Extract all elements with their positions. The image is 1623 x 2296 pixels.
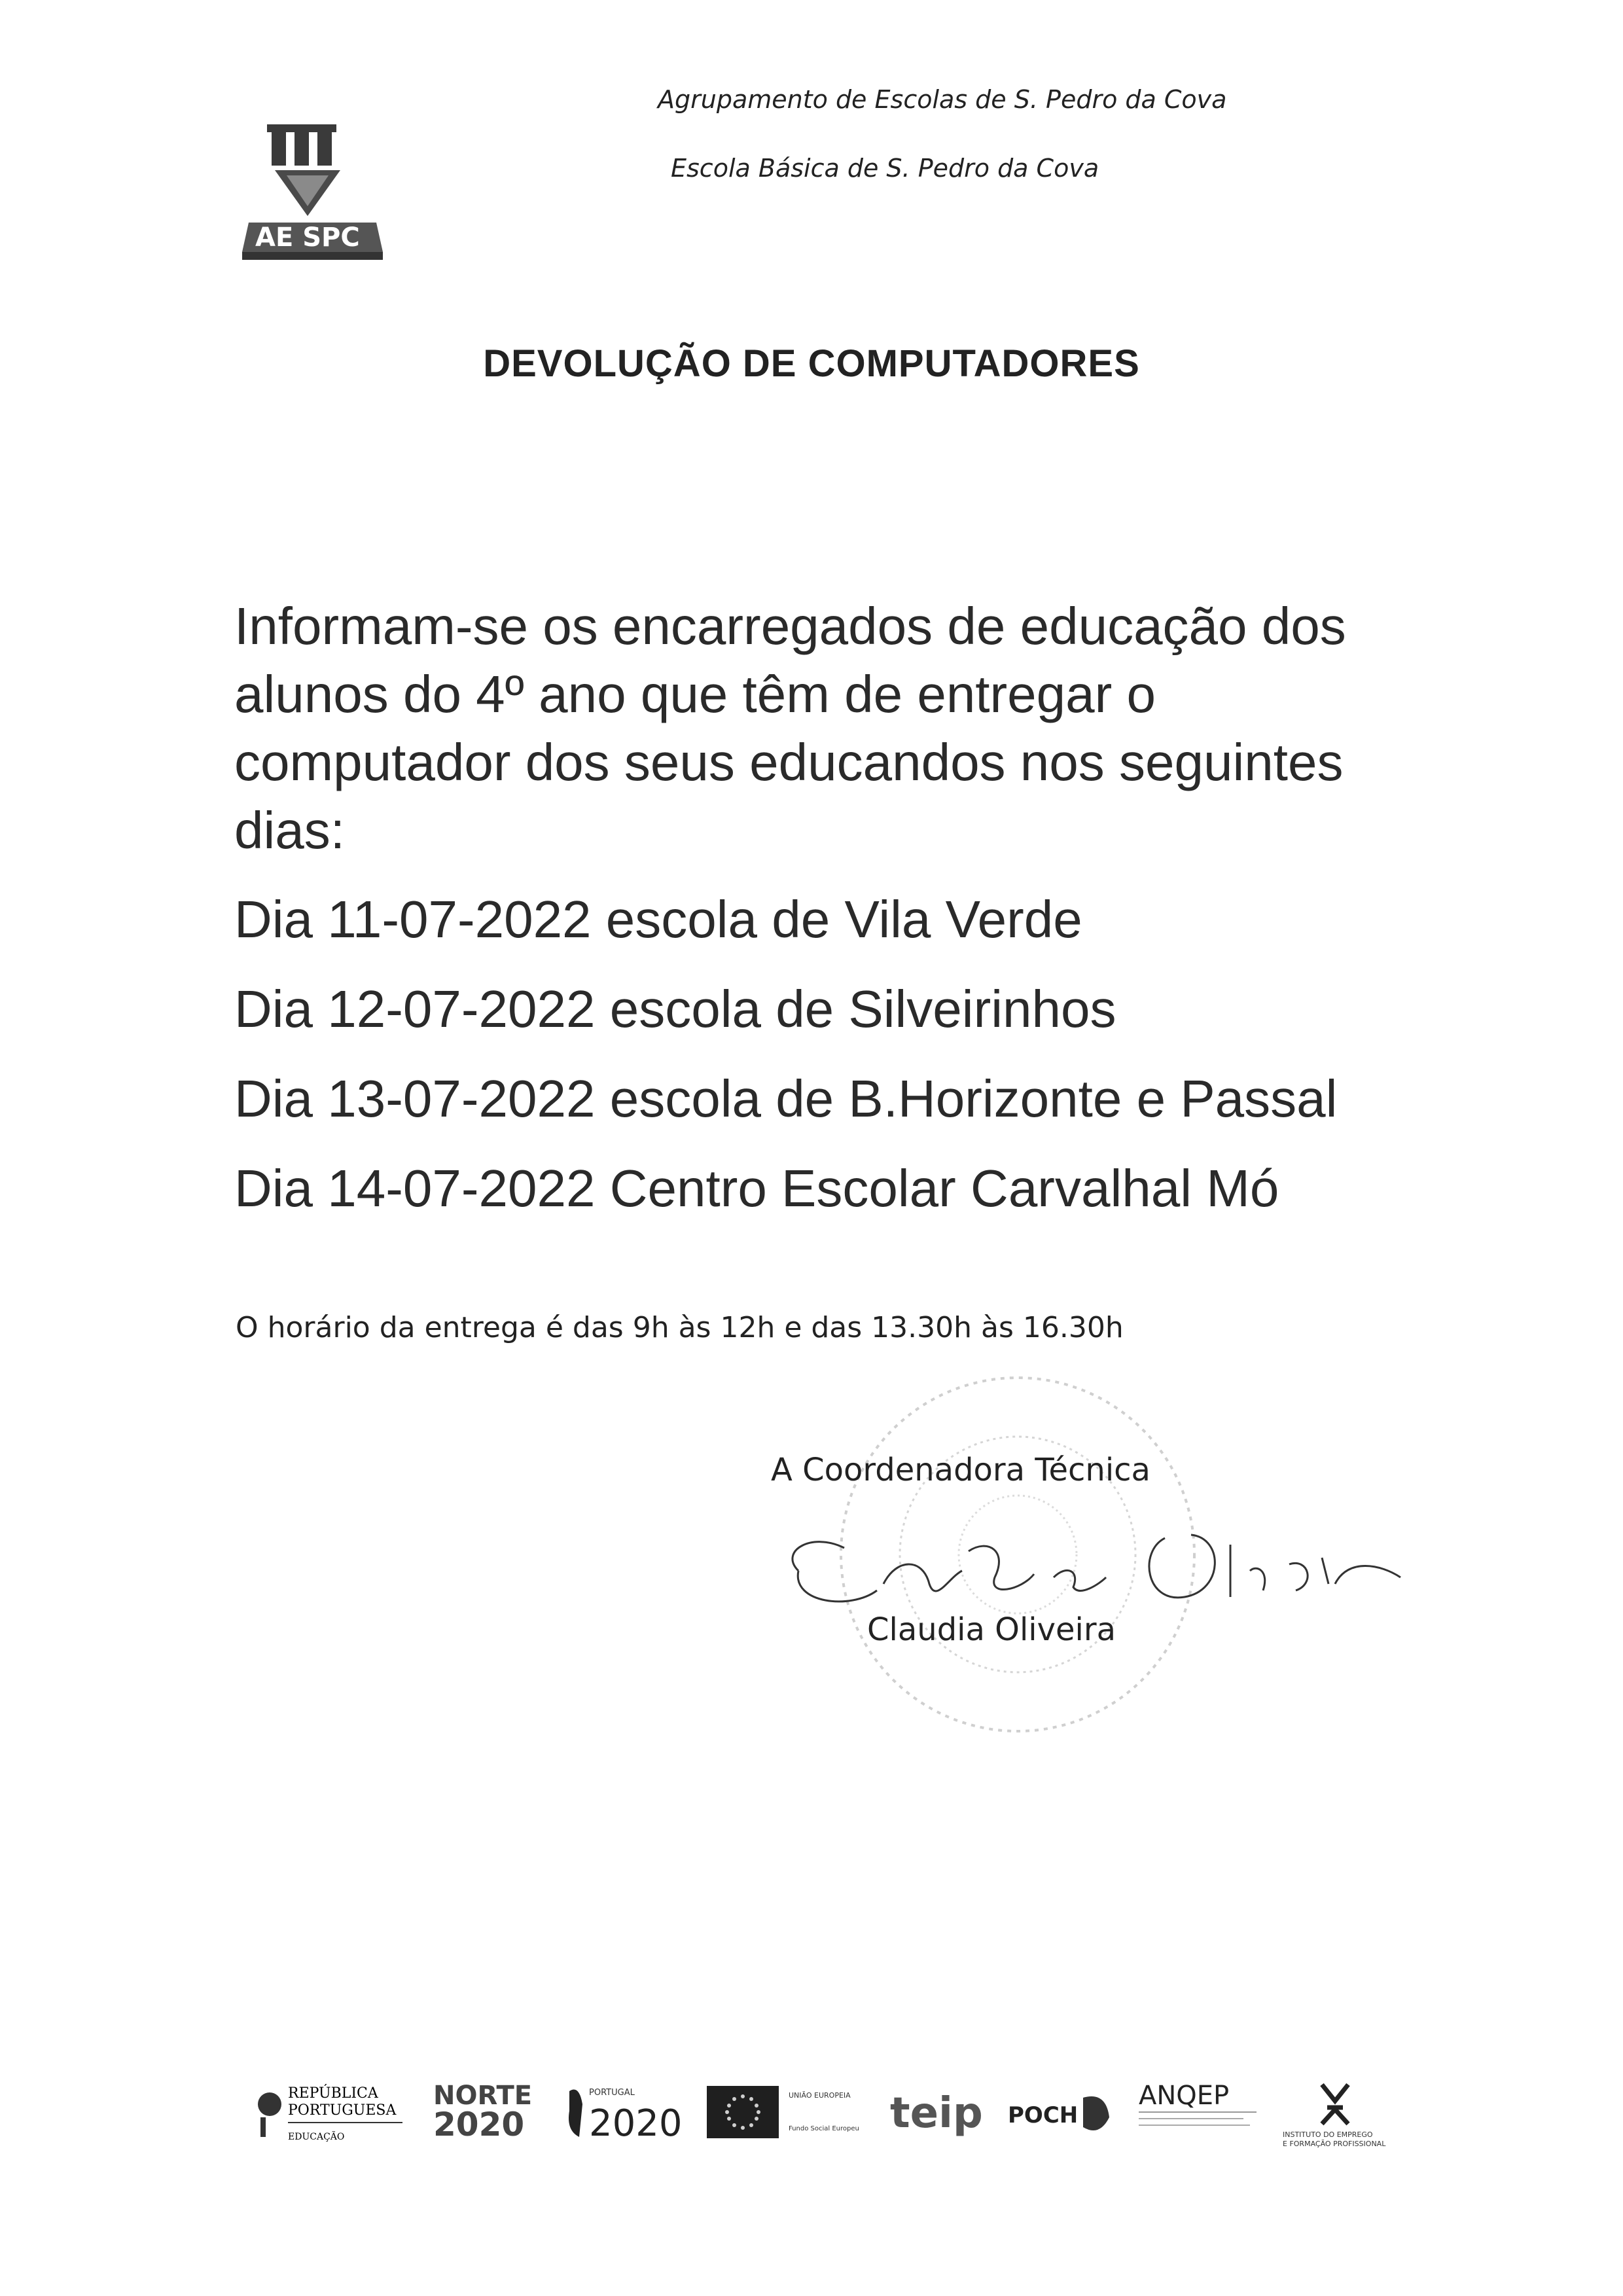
poch-logo [1001, 2072, 1119, 2150]
delivery-hours: O horário da entrega é das 9h às 12h e das 13.30h às 16.30h [236, 1311, 1124, 1344]
svg-text:teip: teip [890, 2089, 983, 2138]
schedule-item: Dia 14-07-2022 Centro Escolar Carvalhal Mó [234, 1159, 1279, 1217]
svg-text:Fundo Social Europeu: Fundo Social Europeu [789, 2125, 859, 2132]
handwritten-signature [772, 1512, 1414, 1623]
svg-text:AE SPC: AE SPC [255, 223, 360, 253]
svg-text:UNIÃO EUROPEIA: UNIÃO EUROPEIA [789, 2091, 851, 2100]
funding-logos [255, 2072, 1394, 2150]
svg-text:2020: 2020 [589, 2102, 683, 2145]
schedule-item: Dia 13-07-2022 escola de B.Horizonte e Passal [234, 1069, 1338, 1128]
svg-text:PORTUGUESA: PORTUGUESA [288, 2102, 397, 2119]
svg-text:REPÚBLICA: REPÚBLICA [288, 2085, 378, 2102]
portugal-2020-logo [563, 2072, 687, 2150]
schedule-item: Dia 12-07-2022 escola de Silveirinhos [234, 980, 1116, 1038]
schedule-item: Dia 11-07-2022 escola de Vila Verde [234, 890, 1082, 948]
school-group-name: Agrupamento de Escolas de S. Pedro da Cova [658, 85, 1227, 114]
svg-text:2020: 2020 [433, 2106, 525, 2144]
signature-role: A Coordenadora Técnica [771, 1452, 1150, 1488]
teip-logo [883, 2072, 988, 2150]
iefp-logo [1276, 2072, 1394, 2150]
svg-text:INSTITUTO DO EMPREGO: INSTITUTO DO EMPREGO [1283, 2130, 1373, 2139]
svg-text:PORTUGAL: PORTUGAL [589, 2088, 635, 2098]
svg-text:EDUCAÇÃO: EDUCAÇÃO [288, 2132, 345, 2142]
republica-portuguesa-logo [255, 2072, 406, 2150]
norte-2020-logo [427, 2072, 544, 2150]
anqep-logo [1132, 2072, 1263, 2150]
svg-text:ANQEP: ANQEP [1139, 2081, 1230, 2111]
school-name: Escola Básica de S. Pedro da Cova [671, 154, 1099, 183]
school-logo [236, 118, 386, 268]
eu-flag-logo [707, 2072, 870, 2150]
intro-paragraph: Informam-se os encarregados de educação dos alunos do 4º ano que têm de entregar o computador dos seus educandos nos seguintes dias: [234, 597, 1346, 859]
svg-text:NORTE: NORTE [433, 2081, 533, 2111]
schedule-list [234, 887, 1445, 1246]
signatory-name: Claudia Oliveira [867, 1611, 1116, 1648]
svg-text:E FORMAÇÃO PROFISSIONAL: E FORMAÇÃO PROFISSIONAL [1283, 2140, 1386, 2148]
document-title: DEVOLUÇÃO DE COMPUTADORES [483, 342, 1140, 385]
svg-text:POCH: POCH [1008, 2102, 1079, 2128]
